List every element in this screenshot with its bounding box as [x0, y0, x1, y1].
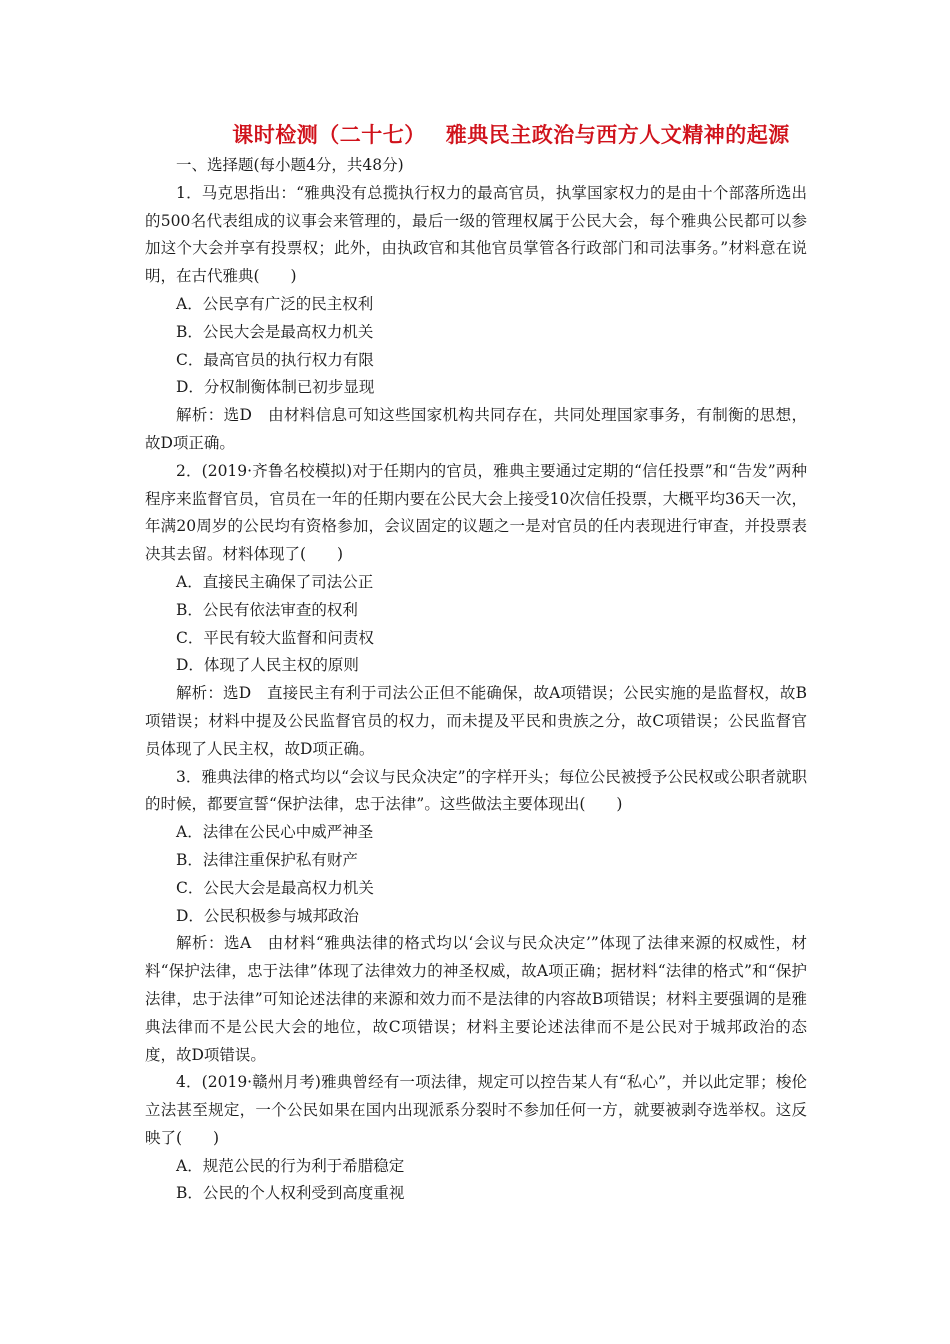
section-heading: 一、选择题(每小题4分，共48分): [176, 156, 404, 174]
answer-analysis: 解析：选A 由材料“雅典法律的格式均以‘会议与民众决定’”体现了法律来源的权威性，材料“保护法律，忠于法律”体现了法律效力的神圣权威，故A项正确；据材料“法律的格式”和“保护法律，忠于法律”可知论述法律的来源和效力而不是法律的内容故B项错误；材料主要强调的是雅典法律而不是公民大会的地位，故C项错误；材料主要论述法律而不是公民对于城邦政治的态度，故D项错误。: [145, 934, 807, 1064]
page-title: [215, 118, 807, 152]
question-1: [145, 180, 807, 458]
option-a: A．法律在公民心中威严神圣: [176, 823, 374, 842]
option-c: C．公民大会是最高权力机关: [176, 878, 374, 897]
option-d: D．分权制衡体制已初步显现: [176, 378, 375, 397]
option-b: B．公民大会是最高权力机关: [176, 322, 374, 341]
question-stem: 1．马克思指出：“雅典没有总揽执行权力的最高官员，执掌国家权力的是由十个部落所选出的500名代表组成的议事会来管理的，最后一级的管理权属于公民大会，每个雅典公民都可以参加这个大会并享有投票权；此外，由执政官和其他官员掌管各行政部门和司法事务。”材料意在说明，在古代雅典( ): [145, 183, 807, 286]
question-stem: 2．(2019·齐鲁名校模拟)对于任期内的官员，雅典主要通过定期的“信任投票”和“告发”两种程序来监督官员，官员在一年的任期内要在公民大会上接受10次信任投票，大概平均36天一次，年满20周岁的公民均有资格参加，会议固定的议题之一是对官员的任内表现进行审查，并投票表决其去留。材料体现了( ): [145, 461, 807, 564]
document-page: [145, 118, 807, 1208]
answer-analysis: 解析：选D 由材料信息可知这些国家机构共同存在，共同处理国家事务，有制衡的思想，故D项正确。: [145, 406, 807, 452]
title-lesson-number: 课时检测（二十七）: [232, 123, 426, 147]
option-b: B．公民的个人权利受到高度重视: [176, 1184, 405, 1203]
question-stem: 4．(2019·赣州月考)雅典曾经有一项法律，规定可以控告某人有“私心”，并以此定罪；梭伦立法甚至规定，一个公民如果在国内出现派系分裂时不参加任何一方，就要被剥夺选举权。这反映了( ): [145, 1073, 807, 1147]
option-c: C．最高官员的执行权力有限: [176, 350, 374, 369]
question-3: [145, 764, 807, 1070]
question-2: [145, 458, 807, 764]
option-b: B．法律注重保护私有财产: [176, 850, 358, 869]
answer-analysis: 解析：选D 直接民主有利于司法公正但不能确保，故A项错误；公民实施的是监督权，故B项错误；材料中提及公民监督官员的权力，而未提及平民和贵族之分，故C项错误；公民监督官员体现了人民主权，故D项正确。: [145, 684, 807, 758]
option-d: D．体现了人民主权的原则: [176, 656, 359, 675]
question-4: [145, 1069, 807, 1208]
question-stem: 3．雅典法律的格式均以“会议与民众决定”的字样开头；每位公民被授予公民权或公职者就职的时候，都要宣誓“保护法律，忠于法律”。这些做法主要体现出( ): [145, 767, 807, 814]
option-a: A．公民享有广泛的民主权利: [176, 294, 374, 313]
option-d: D．公民积极参与城邦政治: [176, 906, 359, 925]
title-lesson-topic: 雅典民主政治与西方人文精神的起源: [445, 123, 790, 147]
option-a: A．直接民主确保了司法公正: [176, 572, 374, 591]
option-c: C．平民有较大监督和问责权: [176, 628, 374, 647]
option-a: A．规范公民的行为利于希腊稳定: [176, 1156, 405, 1175]
option-b: B．公民有依法审查的权利: [176, 600, 358, 619]
